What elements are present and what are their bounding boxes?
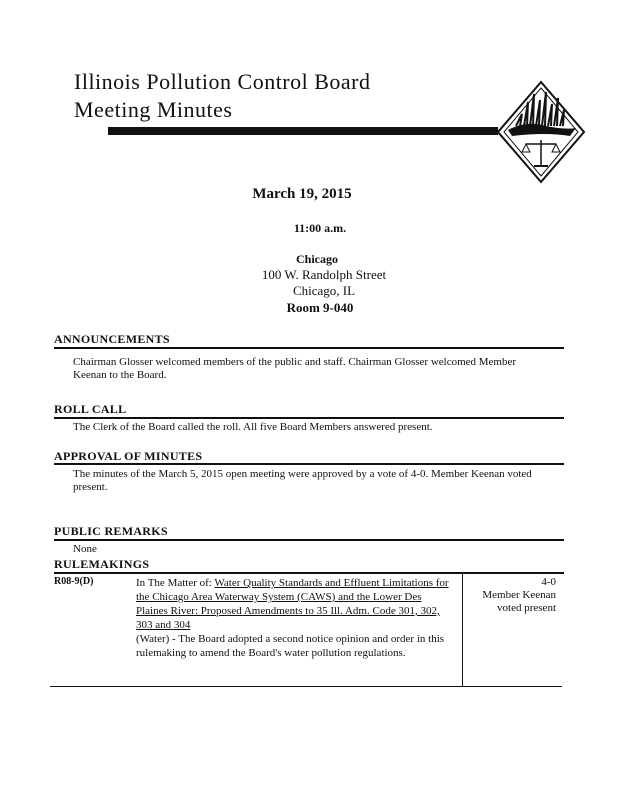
rulemakings-heading: RULEMAKINGS — [54, 557, 150, 571]
section-rule — [54, 572, 564, 574]
table-bottom-rule — [50, 686, 562, 687]
rulemaking-description — [136, 576, 454, 660]
meeting-street: 100 W. Randolph Street — [261, 267, 387, 282]
rulemaking-title-link[interactable]: Water Quality Standards and Effluent Limitations for the Chicago Area Waterway System (CAWS) and the Lower Des Plaines River: Proposed Amendments to 35 Ill. Adm. Code 301, 302, 303 and 304 — [136, 577, 449, 631]
document-subtitle: Meeting Minutes — [74, 97, 233, 122]
vote-note-present: voted present — [497, 602, 556, 614]
roll-call-heading: ROLL CALL — [54, 402, 127, 416]
rulemaking-vote — [466, 576, 556, 615]
announcements-text: Chairman Glosser welcomed members of the public and staff. Chairman Glosser welcomed Member Keenan to the Board. — [73, 356, 517, 381]
section-rule — [54, 417, 564, 419]
rulemaking-docket-id: R08-9(D) — [54, 576, 94, 587]
public-remarks-heading: PUBLIC REMARKS — [54, 524, 168, 538]
vote-note-member: Member Keenan — [482, 589, 556, 601]
document-title: Illinois Pollution Control Board — [74, 69, 371, 94]
roll-call-text: The Clerk of the Board called the roll. All five Board Members answered present. — [73, 421, 433, 433]
meeting-time: 11:00 a.m. — [293, 221, 347, 235]
meeting-city-state: Chicago, IL — [292, 283, 356, 298]
section-rule — [54, 539, 564, 541]
vote-count: 4-0 — [541, 576, 556, 588]
public-remarks-text: None — [73, 543, 97, 555]
approval-heading: APPROVAL OF MINUTES — [54, 449, 203, 463]
section-rule — [54, 347, 564, 349]
rulemaking-intro: In The Matter of: — [136, 577, 215, 589]
rulemaking-action: (Water) - The Board adopted a second notice opinion and order in this rulemaking to amend the Board's water pollution regulations. — [136, 633, 445, 659]
section-rule — [54, 463, 564, 465]
board-logo-icon — [496, 80, 586, 184]
approval-text: The minutes of the March 5, 2015 open meeting were approved by a vote of 4-0. Member Keenan voted present. — [73, 468, 532, 493]
meeting-date: March 19, 2015 — [252, 186, 352, 202]
column-divider — [462, 574, 463, 687]
announcements-heading: ANNOUNCEMENTS — [54, 332, 170, 346]
header-rule — [108, 127, 498, 135]
meeting-city-label: Chicago — [296, 252, 338, 266]
meeting-room: Room 9-040 — [286, 300, 354, 315]
